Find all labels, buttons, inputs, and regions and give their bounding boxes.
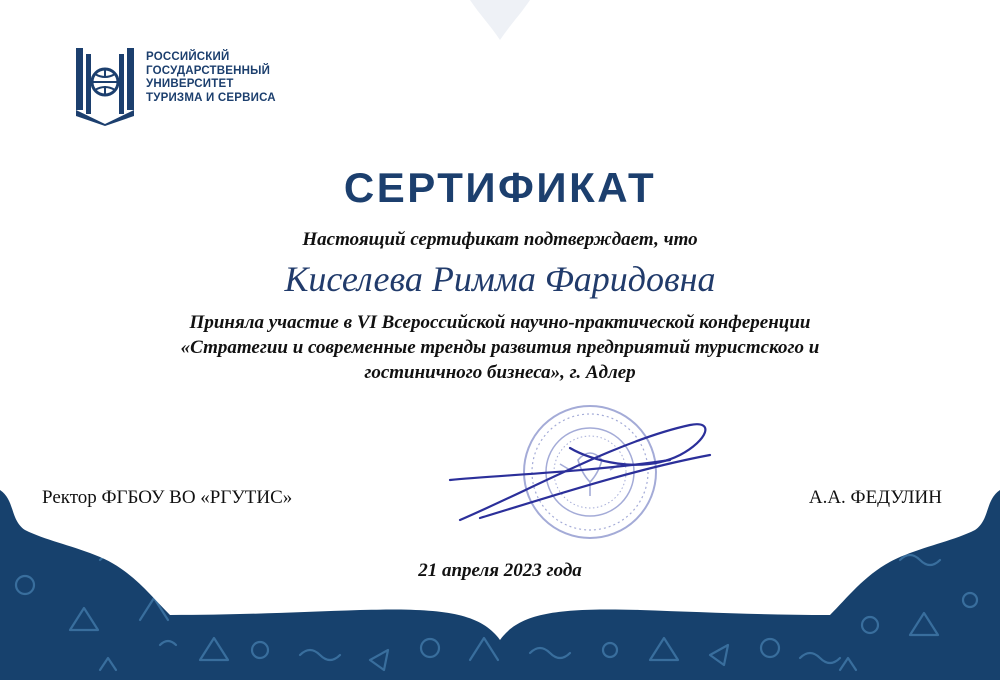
signatory-name: А.А. ФЕДУЛИН bbox=[808, 487, 942, 508]
certificate-intro: Настоящий сертификат подтверждает, что bbox=[302, 229, 698, 250]
certificate-title: СЕРТИФИКАТ bbox=[343, 164, 657, 211]
university-name-line: ГОСУДАРСТВЕННЫЙ bbox=[146, 64, 271, 77]
certificate-date: 21 апреля 2023 года bbox=[418, 560, 582, 581]
recipient-name: Киселева Римма Фаридовна bbox=[284, 259, 716, 299]
official-stamp-icon bbox=[440, 400, 740, 540]
handwritten-signature-icon bbox=[450, 424, 710, 520]
university-name-line: РОССИЙСКИЙ bbox=[146, 51, 230, 63]
signatory-title: Ректор ФГБОУ ВО «РГУТИС» bbox=[42, 487, 293, 508]
university-name bbox=[146, 51, 276, 105]
body-line: Приняла участие в VI Всероссийской научно-практической конференции bbox=[189, 312, 811, 333]
body-line: гостиничного бизнеса», г. Адлер bbox=[364, 362, 636, 383]
body-line: «Стратегии и современные тренды развития предприятий туристского и bbox=[180, 337, 820, 358]
certificate-body bbox=[40, 310, 960, 385]
university-logo-icon bbox=[74, 44, 136, 126]
university-name-line: УНИВЕРСИТЕТ bbox=[146, 78, 234, 91]
university-name-line: ТУРИЗМА И СЕРВИСА bbox=[146, 91, 276, 104]
